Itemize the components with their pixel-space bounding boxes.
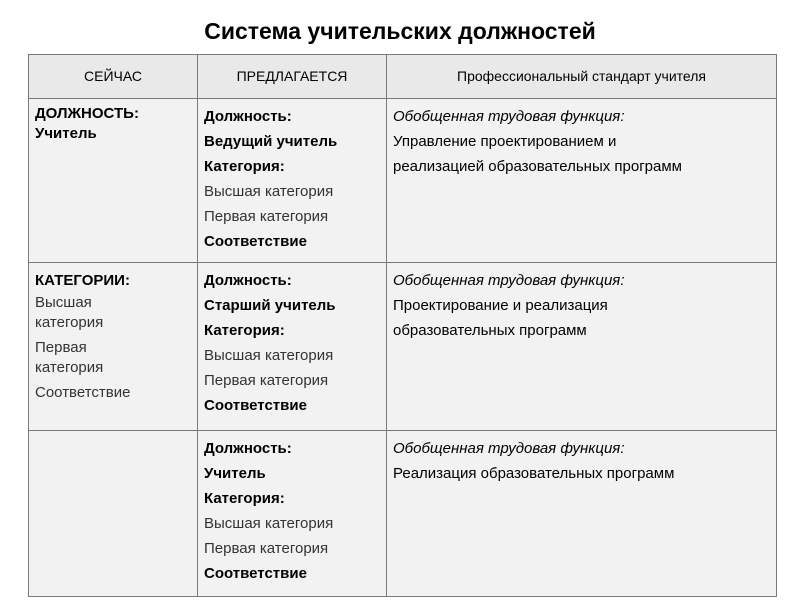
cell-standard	[387, 99, 777, 263]
category-item: Высшая категория	[204, 347, 334, 364]
category-label: Категория:	[204, 490, 285, 507]
positions-table	[28, 54, 777, 597]
now-line: Соответствие	[35, 384, 131, 401]
position-value: Ведущий учитель	[204, 133, 338, 150]
position-label: Должность:	[204, 440, 292, 457]
now-heading: ДОЛЖНОСТЬ:	[35, 105, 139, 122]
position-value: Старший учитель	[204, 297, 336, 314]
table-header-row	[29, 55, 777, 99]
cell-now	[29, 263, 198, 431]
cell-proposed	[198, 99, 387, 263]
header-standard: Профессиональный стандарт учителя	[387, 55, 777, 99]
function-label: Обобщенная трудовая функция:	[393, 108, 625, 125]
now-line: Высшая	[35, 294, 92, 311]
function-line: Проектирование и реализация	[393, 297, 608, 314]
now-line: Учитель	[35, 125, 97, 142]
position-label: Должность:	[204, 108, 292, 125]
position-label: Должность:	[204, 272, 292, 289]
category-item: Высшая категория	[204, 515, 334, 532]
function-line: образовательных программ	[393, 322, 587, 339]
cell-now	[29, 431, 198, 597]
position-value: Учитель	[204, 465, 266, 482]
now-heading: КАТЕГОРИИ:	[35, 272, 130, 289]
now-line: категория	[35, 314, 104, 331]
now-line: категория	[35, 359, 104, 376]
category-label: Категория:	[204, 322, 285, 339]
category-item: Высшая категория	[204, 183, 334, 200]
page-title: Система учительских должностей	[204, 18, 596, 44]
category-label: Категория:	[204, 158, 285, 175]
header-now: СЕЙЧАС	[29, 55, 198, 99]
cell-standard	[387, 431, 777, 597]
now-line: Первая	[35, 339, 87, 356]
category-item: Первая категория	[204, 208, 329, 225]
cell-now	[29, 99, 198, 263]
cell-proposed	[198, 431, 387, 597]
table-row	[29, 431, 777, 597]
function-line: реализацией образовательных программ	[393, 158, 682, 175]
category-item: Первая категория	[204, 372, 329, 389]
cell-standard	[387, 263, 777, 431]
table-row	[29, 263, 777, 431]
category-last: Соответствие	[204, 565, 307, 582]
function-line: Управление проектированием и	[393, 133, 617, 150]
category-last: Соответствие	[204, 233, 307, 250]
category-last: Соответствие	[204, 397, 307, 414]
function-line: Реализация образовательных программ	[393, 465, 675, 482]
header-proposed: ПРЕДЛАГАЕТСЯ	[198, 55, 387, 99]
cell-proposed	[198, 263, 387, 431]
table-row	[29, 99, 777, 263]
category-item: Первая категория	[204, 540, 329, 557]
function-label: Обобщенная трудовая функция:	[393, 272, 625, 289]
function-label: Обобщенная трудовая функция:	[393, 440, 625, 457]
